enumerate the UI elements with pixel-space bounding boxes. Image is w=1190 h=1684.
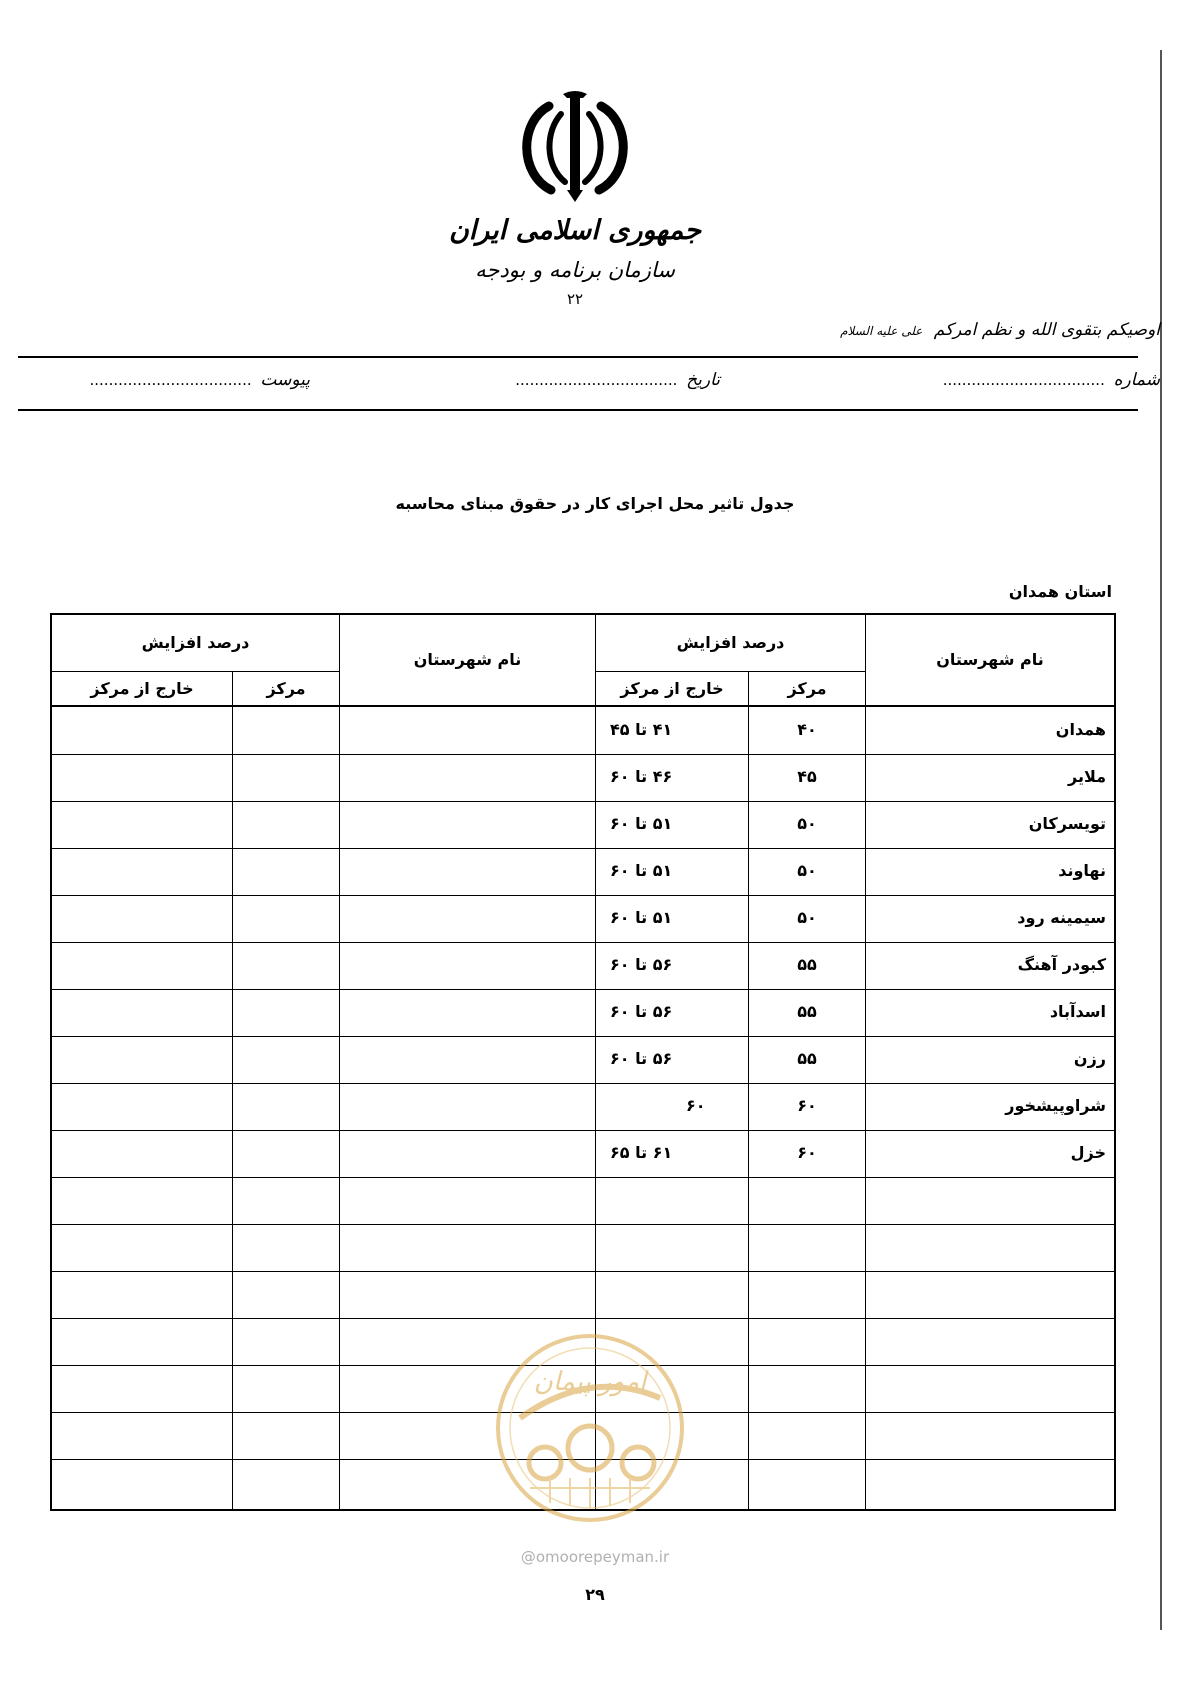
county-cell: رزن (1073, 1049, 1106, 1068)
county-cell: همدان (1055, 720, 1106, 739)
outside-cell: ۵۱ تا ۶۰ (610, 814, 673, 833)
right-margin-rule (1160, 50, 1162, 1630)
attachment-field (90, 370, 311, 390)
outside-cell: ۵۶ تا ۶۰ (610, 955, 673, 974)
header-subdivider (52, 671, 339, 672)
county-cell: خزل (1070, 1143, 1106, 1162)
county-cell: اسدآباد (1049, 1002, 1106, 1021)
header-center-left: مرکز (266, 679, 306, 698)
attachment-value: .................................. (89, 371, 252, 389)
row-line (52, 1177, 1114, 1178)
outside-cell: ۶۰ (686, 1096, 706, 1115)
header-subdivider (595, 671, 865, 672)
county-cell: سیمینه رود (1017, 908, 1106, 927)
outside-cell: ۴۱ تا ۴۵ (610, 720, 673, 739)
iran-emblem-icon (505, 88, 645, 208)
center-cell: ۵۰ (797, 814, 817, 833)
header-increase-right: درصد افزایش (676, 633, 785, 652)
col-divider (339, 615, 340, 1509)
center-cell: ۵۰ (797, 908, 817, 927)
header-outside-left: خارج از مرکز (90, 679, 194, 698)
svg-text:امور پیمان: امور پیمان (533, 1367, 647, 1397)
center-cell: ۵۵ (797, 955, 817, 974)
center-cell: ۵۵ (797, 1002, 817, 1021)
outside-cell: ۵۱ تا ۶۰ (610, 861, 673, 880)
row-line (52, 1271, 1114, 1272)
number-value: .................................. (942, 371, 1105, 389)
center-cell: ۴۰ (797, 720, 817, 739)
row-line (52, 1318, 1114, 1319)
outside-cell: ۵۱ تا ۶۰ (610, 908, 673, 927)
organization-name: سازمان برنامه و بودجه (475, 258, 675, 282)
page-number: ۲۹ (585, 1585, 605, 1604)
outside-cell: ۵۶ تا ۶۰ (610, 1002, 673, 1021)
header-center-right: مرکز (787, 679, 827, 698)
center-cell: ۵۰ (797, 861, 817, 880)
watermark-site: @omoorepeyman.ir (520, 1548, 670, 1566)
country-name: جمهوری اسلامی ایران (448, 215, 702, 246)
outside-cell: ۴۶ تا ۶۰ (610, 767, 673, 786)
header-county-right: نام شهرستان (936, 650, 1044, 669)
date-label: تاریخ (686, 370, 720, 390)
document-title: جدول تاثیر محل اجرای کار در حقوق مبنای محاسبه (395, 494, 795, 513)
outside-cell: ۵۶ تا ۶۰ (610, 1049, 673, 1068)
center-cell: ۴۵ (797, 767, 817, 786)
row-line (52, 1224, 1114, 1225)
date-value: .................................. (515, 371, 678, 389)
col-divider (232, 671, 233, 1509)
header-county-left: نام شهرستان (413, 650, 522, 669)
county-cell: ملایر (1067, 767, 1106, 786)
letterhead-motto (640, 320, 1160, 340)
county-cell: کبودر آهنگ (1017, 955, 1106, 974)
number-label: شماره (1113, 370, 1160, 390)
header-outside-right: خارج از مرکز (620, 679, 724, 698)
date-field (515, 370, 720, 390)
letterhead-code: ۲۲ (566, 290, 584, 308)
header-bottom-rule (18, 409, 1138, 411)
county-cell: شراوپیشخور (1005, 1096, 1106, 1115)
omoorepeyman-seal-icon (490, 1328, 690, 1528)
outside-cell: ۶۱ تا ۶۵ (610, 1143, 673, 1162)
center-cell: ۵۵ (797, 1049, 817, 1068)
number-field (943, 370, 1160, 390)
attachment-label: پیوست (260, 370, 310, 390)
motto-attribution: علی علیه السلام (840, 324, 923, 338)
center-cell: ۶۰ (797, 1096, 817, 1115)
header-increase-left: درصد افزایش (141, 633, 250, 652)
county-cell: نهاوند (1058, 861, 1106, 880)
county-cell: تویسرکان (1028, 814, 1106, 833)
header-top-rule (18, 356, 1138, 358)
center-cell: ۶۰ (797, 1143, 817, 1162)
province-name: استان همدان (1008, 582, 1112, 601)
motto-text: اوصیکم بتقوی الله و نظم امرکم (933, 320, 1160, 340)
